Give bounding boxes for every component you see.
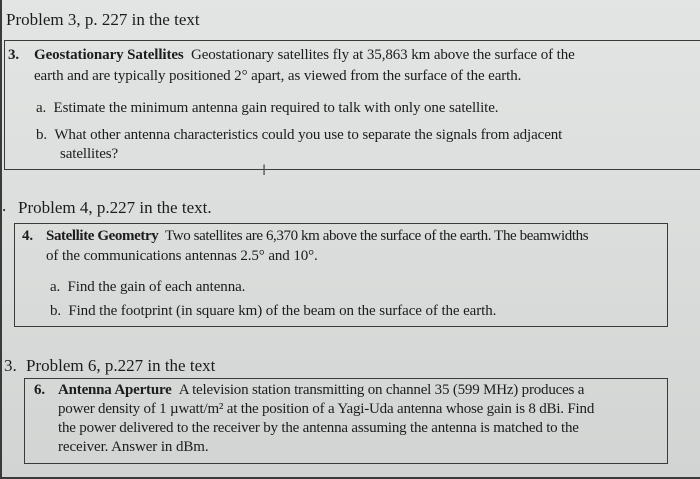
problem-6-number: 6. (34, 382, 46, 398)
problem-4-title: Satellite Geometry (46, 228, 159, 244)
problem-6-bullet: 3. (4, 356, 17, 375)
problem-4-bullet: . (2, 196, 7, 215)
left-frame-edge (0, 0, 2, 479)
problem-3-text-2: earth and are typically positioned 2° apart, as viewed from the surface of the earth. (34, 68, 522, 84)
problem-6-text-3: the power delivered to the receiver by the antenna assuming the antenna is matched to the (58, 420, 579, 436)
problem-6-text-1: A television station transmitting on channel 35 (599 MHz) produces a (178, 382, 585, 398)
bottom-frame-edge (0, 477, 700, 479)
problem-6-text-4: receiver. Answer in dBm. (58, 439, 209, 455)
problem-6-title: Antenna Aperture (58, 382, 172, 398)
problem-4-text-1: Two satellites are 6,370 km above the surface of the earth. The beamwidths (165, 228, 589, 244)
problem-4-part-a: a. Find the gain of each antenna. (50, 279, 246, 295)
problem-3-part-a: a. Estimate the minimum antenna gain required to talk with only one satellite. (36, 100, 499, 116)
problem-3-header: Problem 3, p. 227 in the text (6, 10, 200, 29)
problem-4-part-b: b. Find the footprint (in square km) of the beam on the surface of the earth. (50, 303, 497, 319)
problem-6-text-2: power density of 1 µwatt/m² at the position of a Yagi-Uda antenna whose gain is 8 dBi. Find (58, 401, 595, 417)
problem-6-title-line (58, 382, 584, 399)
problem-3-title: Geostationary Satellites (34, 47, 184, 63)
problem-6-header: Problem 6, p.227 in the text (26, 356, 216, 375)
problem-4-header: Problem 4, p.227 in the text. (18, 198, 212, 217)
problem-3-number: 3. (8, 47, 20, 63)
problem-4-text-2: of the communications antennas 2.5° and 10°. (46, 248, 318, 264)
text-cursor-icon: I (262, 163, 267, 179)
problem-3-part-b-cont: satellites? (60, 146, 119, 162)
problem-3-text-1: Geostationary satellites fly at 35,863 km above the surface of the (190, 47, 575, 63)
problem-4-title-line (46, 228, 588, 245)
problem-3-title-line (34, 47, 575, 64)
problem-3-part-b: b. What other antenna characteristics could you use to separate the signals from adjacent (36, 127, 563, 143)
problem-4-number: 4. (22, 228, 34, 244)
